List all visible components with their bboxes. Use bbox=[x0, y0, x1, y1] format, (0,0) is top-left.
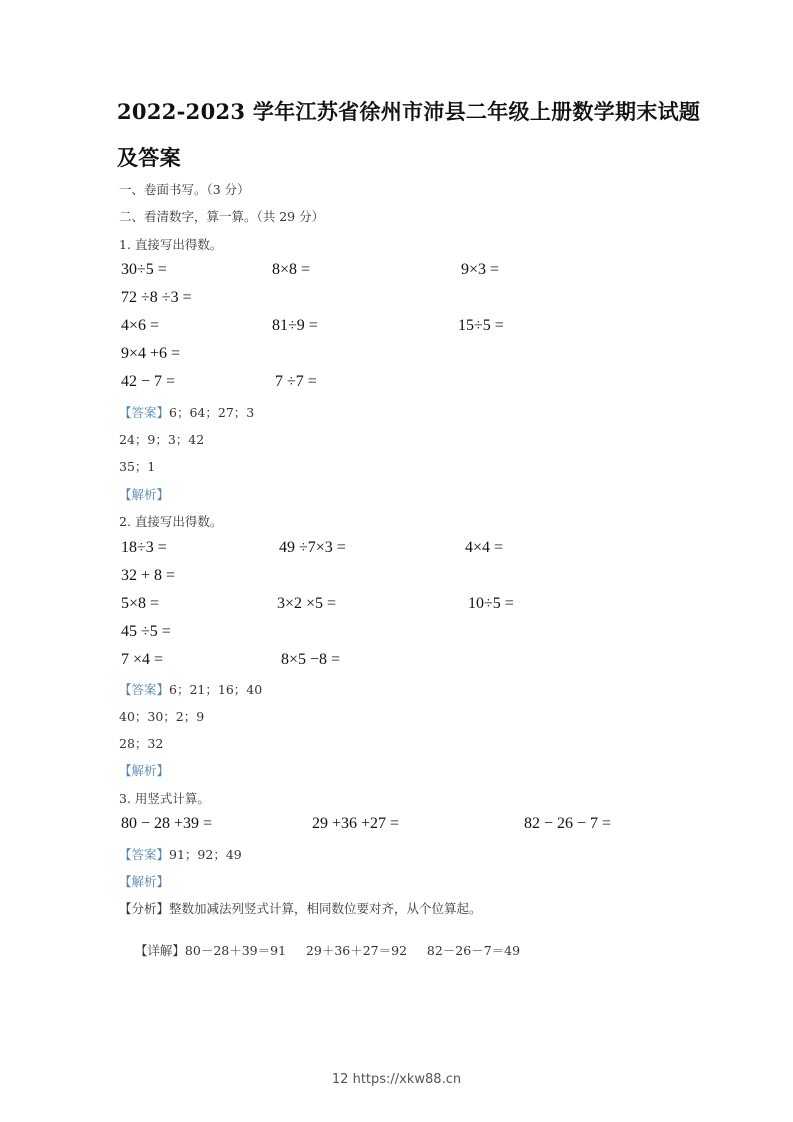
q3-expression: 80 − 28 +39 = bbox=[121, 815, 213, 832]
fenxi-text: 整数加减法列竖式计算，相同数位要对齐，从个位算起。 bbox=[169, 901, 482, 916]
q1-answer bbox=[119, 403, 254, 421]
q2-expression: 10÷5 = bbox=[468, 595, 514, 612]
xiangjie-label: 【详解】 bbox=[134, 943, 185, 958]
document-title-line1: 2022-2023 学年江苏省徐州市沛县二年级上册数学期末试题 bbox=[117, 99, 701, 124]
q1-expression: 9×3 = bbox=[461, 261, 500, 278]
answer-text: 91；92；49 bbox=[169, 847, 242, 862]
q1-expression: 7 ÷7 = bbox=[275, 373, 317, 390]
q2-answer-line: 28；32 bbox=[119, 736, 164, 751]
document-title-line2: 及答案 bbox=[117, 145, 181, 170]
q2-expression: 49 ÷7×3 = bbox=[279, 539, 346, 556]
q3-answer bbox=[119, 845, 242, 863]
answer-label: 【答案】 bbox=[119, 682, 170, 697]
q3-expression: 82 − 26 − 7 = bbox=[524, 815, 612, 832]
q3-expression: 29 +36 +27 = bbox=[312, 815, 400, 832]
answer-label: 【答案】 bbox=[119, 847, 170, 862]
q3-analysis-label: 【解析】 bbox=[119, 874, 170, 889]
q2-expression: 4×4 = bbox=[465, 539, 504, 556]
q1-expression: 15÷5 = bbox=[458, 317, 504, 334]
page-footer: 12 https://xkw88.cn bbox=[331, 1072, 462, 1087]
q3-xiangjie bbox=[119, 926, 520, 974]
q3-fenxi bbox=[119, 899, 482, 917]
fenxi-label: 【分析】 bbox=[119, 901, 170, 916]
q2-expression: 8×5 −8 = bbox=[281, 651, 341, 668]
answer-text: 6；64；27；3 bbox=[169, 405, 255, 420]
section-heading-2: 二、看清数字，算一算。（共 29 分） bbox=[119, 209, 325, 224]
q1-expression: 8×8 = bbox=[272, 261, 311, 278]
answer-label: 【答案】 bbox=[119, 405, 170, 420]
q2-expression: 45 ÷5 = bbox=[121, 623, 171, 640]
q2-answer bbox=[119, 680, 262, 698]
q1-expression: 4×6 = bbox=[121, 317, 160, 334]
q1-expression: 72 ÷8 ÷3 = bbox=[121, 289, 192, 306]
q2-expression: 32 + 8 = bbox=[121, 567, 176, 584]
question-3-heading: 3. 用竖式计算。 bbox=[119, 791, 210, 806]
xiangjie-text: 80－28＋39＝91 29＋36＋27＝92 82－26－7＝49 bbox=[184, 943, 521, 958]
q1-answer-line: 35；1 bbox=[119, 459, 156, 474]
q1-expression: 81÷9 = bbox=[272, 317, 318, 334]
q2-expression: 3×2 ×5 = bbox=[277, 595, 337, 612]
q2-expression: 7 ×4 = bbox=[121, 651, 164, 668]
question-2-heading: 2. 直接写出得数。 bbox=[119, 514, 223, 529]
q2-analysis-label: 【解析】 bbox=[119, 763, 170, 778]
q2-expression: 18÷3 = bbox=[121, 539, 167, 556]
q1-expression: 9×4 +6 = bbox=[121, 345, 181, 362]
q1-answer-line: 24；9；3；42 bbox=[119, 432, 205, 447]
q1-analysis-label: 【解析】 bbox=[119, 487, 170, 502]
q2-answer-line: 40；30；2；9 bbox=[119, 709, 205, 724]
q1-expression: 30÷5 = bbox=[121, 261, 167, 278]
q1-expression: 42 − 7 = bbox=[121, 373, 176, 390]
answer-text: 6；21；16；40 bbox=[169, 682, 263, 697]
q2-expression: 5×8 = bbox=[121, 595, 160, 612]
section-heading-1: 一、卷面书写。（3 分） bbox=[119, 182, 250, 197]
question-1-heading: 1. 直接写出得数。 bbox=[119, 237, 223, 252]
